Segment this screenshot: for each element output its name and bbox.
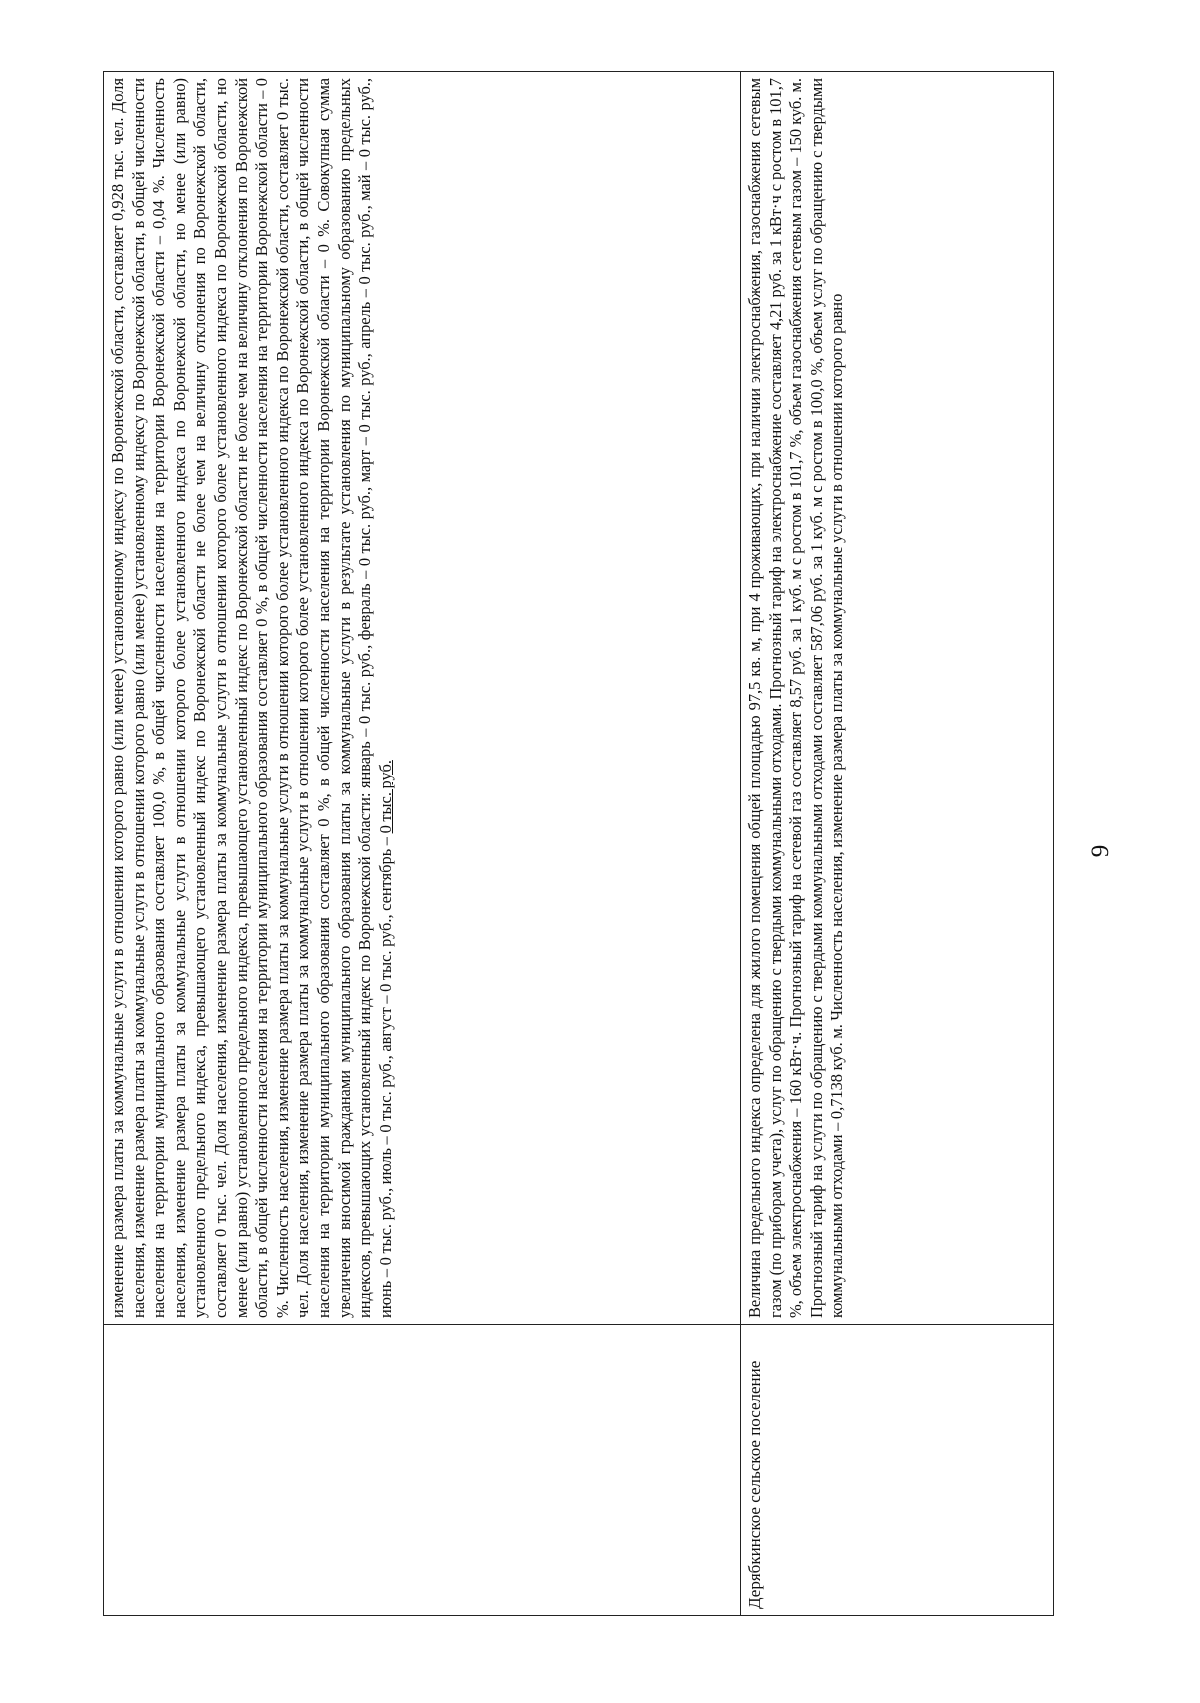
document-table [103, 71, 1054, 1616]
municipality-name: Дерябкинское сельское поселение [745, 1360, 764, 1609]
municipality-cell [104, 1325, 741, 1616]
description-cell [741, 72, 1054, 1325]
municipality-cell [741, 1325, 1054, 1616]
table-row [741, 72, 1054, 1616]
description-body: изменение размера платы за коммунальные услуги в отношении которого равно (или менее) установленному индексу по Воронежской области, составляет 0,928 тыс. чел. Доля населения, изменение размера платы за коммунальные услуги в отношении которого равно (или менее) установленному индексу по Воронежской области, в общей численности населения на территории муниципального образования составляет 100,0 %, в общей численности населения на территории Воронежской области – 0,04 %. Численность населения, изменение размера платы за коммунальные услуги в отношении которого более установленного индекса по Воронежской области, но менее (или равно) установленного предельного индекса, превышающего установленный индекс по Воронежской области не более чем на величину отклонения по Воронежской области, составляет 0 тыс. чел. Доля населения, изменение размера платы за коммунальные услуги в отношении которого более установленного индекса по Воронежской области, но менее (или равно) установленного предельного индекса, превышающего установленный индекс по Воронежской области не более чем на величину отклонения по Воронежской области, в общей численности населения на территории муниципального образования составляет 0 %, в общей численности населения на территории Воронежской области – 0 %. Численность населения, изменение размера платы за коммунальные услуги в отношении которого более установленного индекса по Воронежской области, составляет 0 тыс. чел. Доля населения, изменение размера платы за коммунальные услуги в отношении которого более установленного индекса по Воронежской области, в общей численности населения на территории муниципального образования составляет 0 %, в общей численности населения на территории Воронежской области – 0 %. Совокупная сумма увеличения вносимой гражданами муниципального образования платы за коммунальные услуги в результате установления по муниципальному образованию предельных индексов, превышающих установленный индекс по Воронежской области: январь – 0 тыс. руб., февраль – 0 тыс. руб., март – 0 тыс. руб., апрель – 0 тыс. руб., май – 0 тыс. руб., июнь – 0 тыс. руб., июль – 0 тыс. руб., август – 0 тыс. руб., сентябрь – [108, 78, 395, 1318]
description-tail: 0 тыс. руб. [375, 760, 395, 834]
description-cell [104, 72, 741, 1325]
table-row [104, 72, 741, 1616]
page-number: 9 [1087, 844, 1114, 858]
description-text [745, 78, 848, 1318]
description-body: Величина предельного индекса определена для жилого помещения общей площадью 97,5 кв. м, при 4 проживающих, при наличии электроснабжения, газоснабжения сетевым газом (по приборам учета), услуг по обращению с твердыми коммунальными отходами. Прогнозный тариф на электроснабжение составляет 4,21 руб. за 1 кВт·ч с ростом в 101,7 %, объем электроснабжения – 160 кВт·ч. Прогнозный тариф на сетевой газ составляет 8,57 руб. за 1 куб. м с ростом в 101,7 %, объем газоснабжения сетевым газом – 150 куб. м. Прогнозный тариф на услуги по обращению с твердыми коммунальными отходами составляет 587,06 руб. за 1 куб. м с ростом в 100,0 %, объем услуг по обращению с твердыми коммунальными отходами – 0,7138 куб. м. Численность населения, изменение размера платы за коммунальные услуги в отношении которого равно [745, 78, 847, 1318]
description-text [108, 78, 396, 1318]
